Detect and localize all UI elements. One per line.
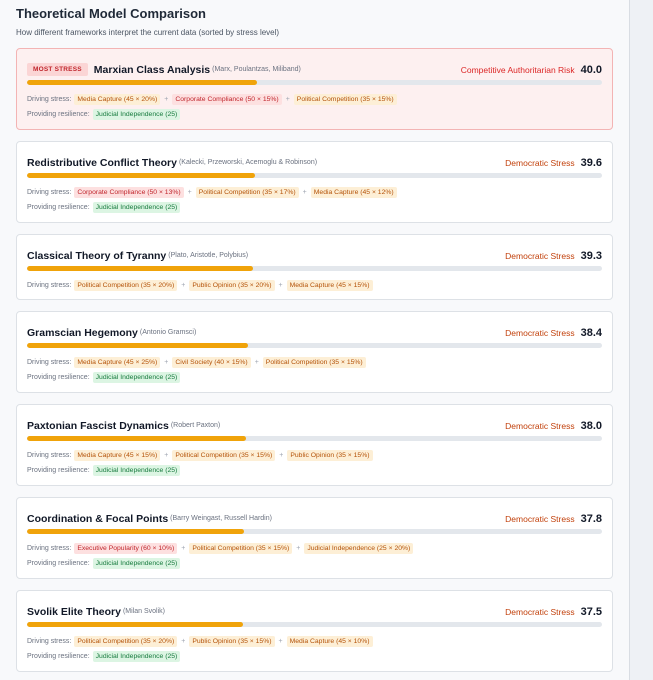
model-card[interactable] bbox=[16, 497, 613, 579]
driving-label: Driving stress: bbox=[27, 189, 72, 196]
model-authors: (Milan Svolik) bbox=[122, 608, 165, 616]
model-score-group bbox=[505, 603, 602, 621]
stress-score: 39.6 bbox=[580, 156, 602, 169]
resilience-label: Providing resilience: bbox=[27, 111, 90, 118]
model-score-group bbox=[505, 154, 602, 172]
stress-bar bbox=[27, 266, 602, 271]
resilience-label: Providing resilience: bbox=[27, 560, 90, 567]
model-authors: (Kalecki, Przeworski, Acemoglu & Robinson) bbox=[178, 159, 318, 167]
model-card[interactable] bbox=[16, 590, 613, 672]
scrollbar[interactable] bbox=[630, 0, 653, 680]
factor-tag: Executive Popularity (60 × 10%) bbox=[74, 543, 177, 554]
stress-score: 37.5 bbox=[580, 605, 602, 618]
model-authors: (Antonio Gramsci) bbox=[139, 329, 197, 337]
driving-row bbox=[27, 280, 602, 293]
factor-tag: Media Capture (45 × 25%) bbox=[74, 357, 160, 368]
model-card[interactable] bbox=[16, 141, 613, 223]
factor-tag: Civil Society (40 × 15%) bbox=[172, 357, 250, 368]
risk-label: Democratic Stress bbox=[505, 420, 575, 431]
model-score-group bbox=[505, 247, 602, 265]
resilience-label: Providing resilience: bbox=[27, 374, 90, 381]
stress-bar bbox=[27, 622, 602, 627]
factor-tag: Judicial Independence (25) bbox=[93, 109, 181, 120]
plus-separator: + bbox=[278, 638, 283, 645]
factor-tag: Public Opinion (35 × 15%) bbox=[189, 636, 274, 647]
page-subtitle: How different frameworks interpret the current data (sorted by stress level) bbox=[16, 28, 280, 37]
factor-tag: Judicial Independence (25) bbox=[93, 202, 181, 213]
model-name: Gramscian Hegemony bbox=[27, 326, 138, 339]
plus-separator: + bbox=[164, 452, 169, 459]
plus-separator: + bbox=[278, 282, 283, 289]
resilience-label: Providing resilience: bbox=[27, 467, 90, 474]
model-authors: (Robert Paxton) bbox=[170, 422, 221, 430]
plus-separator: + bbox=[296, 545, 301, 552]
driving-label: Driving stress: bbox=[27, 545, 72, 552]
model-card-header bbox=[27, 603, 602, 617]
driving-row bbox=[27, 94, 602, 107]
model-card[interactable] bbox=[16, 311, 613, 393]
most-stress-badge: MOST STRESS bbox=[27, 63, 88, 76]
model-card[interactable] bbox=[16, 404, 613, 486]
driving-label: Driving stress: bbox=[27, 638, 72, 645]
factor-tag: Corporate Compliance (50 × 13%) bbox=[74, 187, 183, 198]
model-name: Coordination & Focal Points bbox=[27, 512, 169, 525]
stress-bar-fill bbox=[27, 80, 257, 85]
resilience-label: Providing resilience: bbox=[27, 653, 90, 660]
stress-bar-fill bbox=[27, 622, 243, 627]
plus-separator: + bbox=[302, 189, 307, 196]
model-name: Marxian Class Analysis bbox=[93, 63, 211, 76]
stress-score: 38.4 bbox=[580, 326, 602, 339]
model-score-group bbox=[505, 324, 602, 342]
driving-label: Driving stress: bbox=[27, 452, 72, 459]
model-name: Svolik Elite Theory bbox=[27, 605, 121, 618]
stress-bar-fill bbox=[27, 173, 255, 178]
model-card[interactable] bbox=[16, 234, 613, 300]
plus-separator: + bbox=[164, 96, 169, 103]
factor-tag: Judicial Independence (25) bbox=[93, 651, 181, 662]
driving-label: Driving stress: bbox=[27, 359, 72, 366]
model-card-header bbox=[27, 61, 602, 75]
plus-separator: + bbox=[181, 638, 186, 645]
model-name: Paxtonian Fascist Dynamics bbox=[27, 419, 169, 432]
stress-score: 40.0 bbox=[580, 63, 602, 76]
plus-separator: + bbox=[279, 452, 284, 459]
resilience-row bbox=[27, 651, 602, 664]
stress-bar bbox=[27, 436, 602, 441]
model-card-header bbox=[27, 324, 602, 338]
model-name: Classical Theory of Tyranny bbox=[27, 249, 167, 262]
factor-tag: Political Competition (35 × 20%) bbox=[74, 636, 177, 647]
factor-tag: Media Capture (45 × 15%) bbox=[74, 450, 160, 461]
factor-tag: Judicial Independence (25 × 20%) bbox=[304, 543, 413, 554]
resilience-label: Providing resilience: bbox=[27, 204, 90, 211]
model-name: Redistributive Conflict Theory bbox=[27, 156, 177, 169]
factor-tag: Corporate Compliance (50 × 15%) bbox=[172, 94, 281, 105]
factor-tag: Political Competition (35 × 15%) bbox=[294, 94, 397, 105]
model-card-header bbox=[27, 510, 602, 524]
factor-tag: Political Competition (35 × 20%) bbox=[74, 280, 177, 291]
model-authors: (Marx, Poulantzas, Miliband) bbox=[212, 66, 301, 74]
plus-separator: + bbox=[164, 359, 169, 366]
model-card-header bbox=[27, 417, 602, 431]
page-title: Theoretical Model Comparison bbox=[16, 6, 206, 21]
driving-row bbox=[27, 187, 602, 200]
risk-label: Democratic Stress bbox=[505, 327, 575, 338]
plus-separator: + bbox=[254, 359, 259, 366]
driving-row bbox=[27, 450, 602, 463]
factor-tag: Judicial Independence (25) bbox=[93, 558, 181, 569]
stress-bar bbox=[27, 173, 602, 178]
model-authors: (Plato, Aristotle, Polybius) bbox=[168, 252, 249, 260]
driving-label: Driving stress: bbox=[27, 282, 72, 289]
factor-tag: Media Capture (45 × 20%) bbox=[74, 94, 160, 105]
model-score-group bbox=[461, 61, 602, 79]
resilience-row bbox=[27, 465, 602, 478]
model-score-group bbox=[505, 510, 602, 528]
factor-tag: Media Capture (45 × 12%) bbox=[311, 187, 397, 198]
driving-row bbox=[27, 543, 602, 556]
stress-score: 39.3 bbox=[580, 249, 602, 262]
stress-bar bbox=[27, 343, 602, 348]
stress-bar bbox=[27, 80, 602, 85]
factor-tag: Political Competition (35 × 17%) bbox=[196, 187, 299, 198]
resilience-row bbox=[27, 558, 602, 571]
stress-score: 38.0 bbox=[580, 419, 602, 432]
model-card[interactable] bbox=[16, 48, 613, 130]
stress-bar-fill bbox=[27, 529, 244, 534]
risk-label: Competitive Authoritarian Risk bbox=[460, 64, 575, 75]
risk-label: Democratic Stress bbox=[505, 606, 575, 617]
model-authors: (Barry Weingast, Russell Hardin) bbox=[170, 515, 272, 523]
model-card-header bbox=[27, 154, 602, 168]
factor-tag: Political Competition (35 × 15%) bbox=[172, 450, 275, 461]
stress-bar bbox=[27, 529, 602, 534]
plus-separator: + bbox=[187, 189, 192, 196]
factor-tag: Media Capture (45 × 15%) bbox=[287, 280, 373, 291]
risk-label: Democratic Stress bbox=[505, 250, 575, 261]
plus-separator: + bbox=[285, 96, 290, 103]
stress-score: 37.8 bbox=[580, 512, 602, 525]
driving-row bbox=[27, 357, 602, 370]
plus-separator: + bbox=[181, 282, 186, 289]
driving-label: Driving stress: bbox=[27, 96, 72, 103]
plus-separator: + bbox=[181, 545, 186, 552]
stress-bar-fill bbox=[27, 436, 246, 441]
factor-tag: Political Competition (35 × 15%) bbox=[263, 357, 366, 368]
factor-tag: Judicial Independence (25) bbox=[93, 372, 181, 383]
factor-tag: Media Capture (45 × 10%) bbox=[287, 636, 373, 647]
factor-tag: Public Opinion (35 × 20%) bbox=[189, 280, 274, 291]
factor-tag: Judicial Independence (25) bbox=[93, 465, 181, 476]
stress-bar-fill bbox=[27, 266, 253, 271]
resilience-row bbox=[27, 202, 602, 215]
model-card-header bbox=[27, 247, 602, 261]
resilience-row bbox=[27, 372, 602, 385]
resilience-row bbox=[27, 109, 602, 122]
risk-label: Democratic Stress bbox=[505, 513, 575, 524]
risk-label: Democratic Stress bbox=[505, 157, 575, 168]
driving-row bbox=[27, 636, 602, 649]
model-score-group bbox=[505, 417, 602, 435]
factor-tag: Political Competition (35 × 15%) bbox=[189, 543, 292, 554]
stress-bar-fill bbox=[27, 343, 248, 348]
factor-tag: Public Opinion (35 × 15%) bbox=[287, 450, 372, 461]
